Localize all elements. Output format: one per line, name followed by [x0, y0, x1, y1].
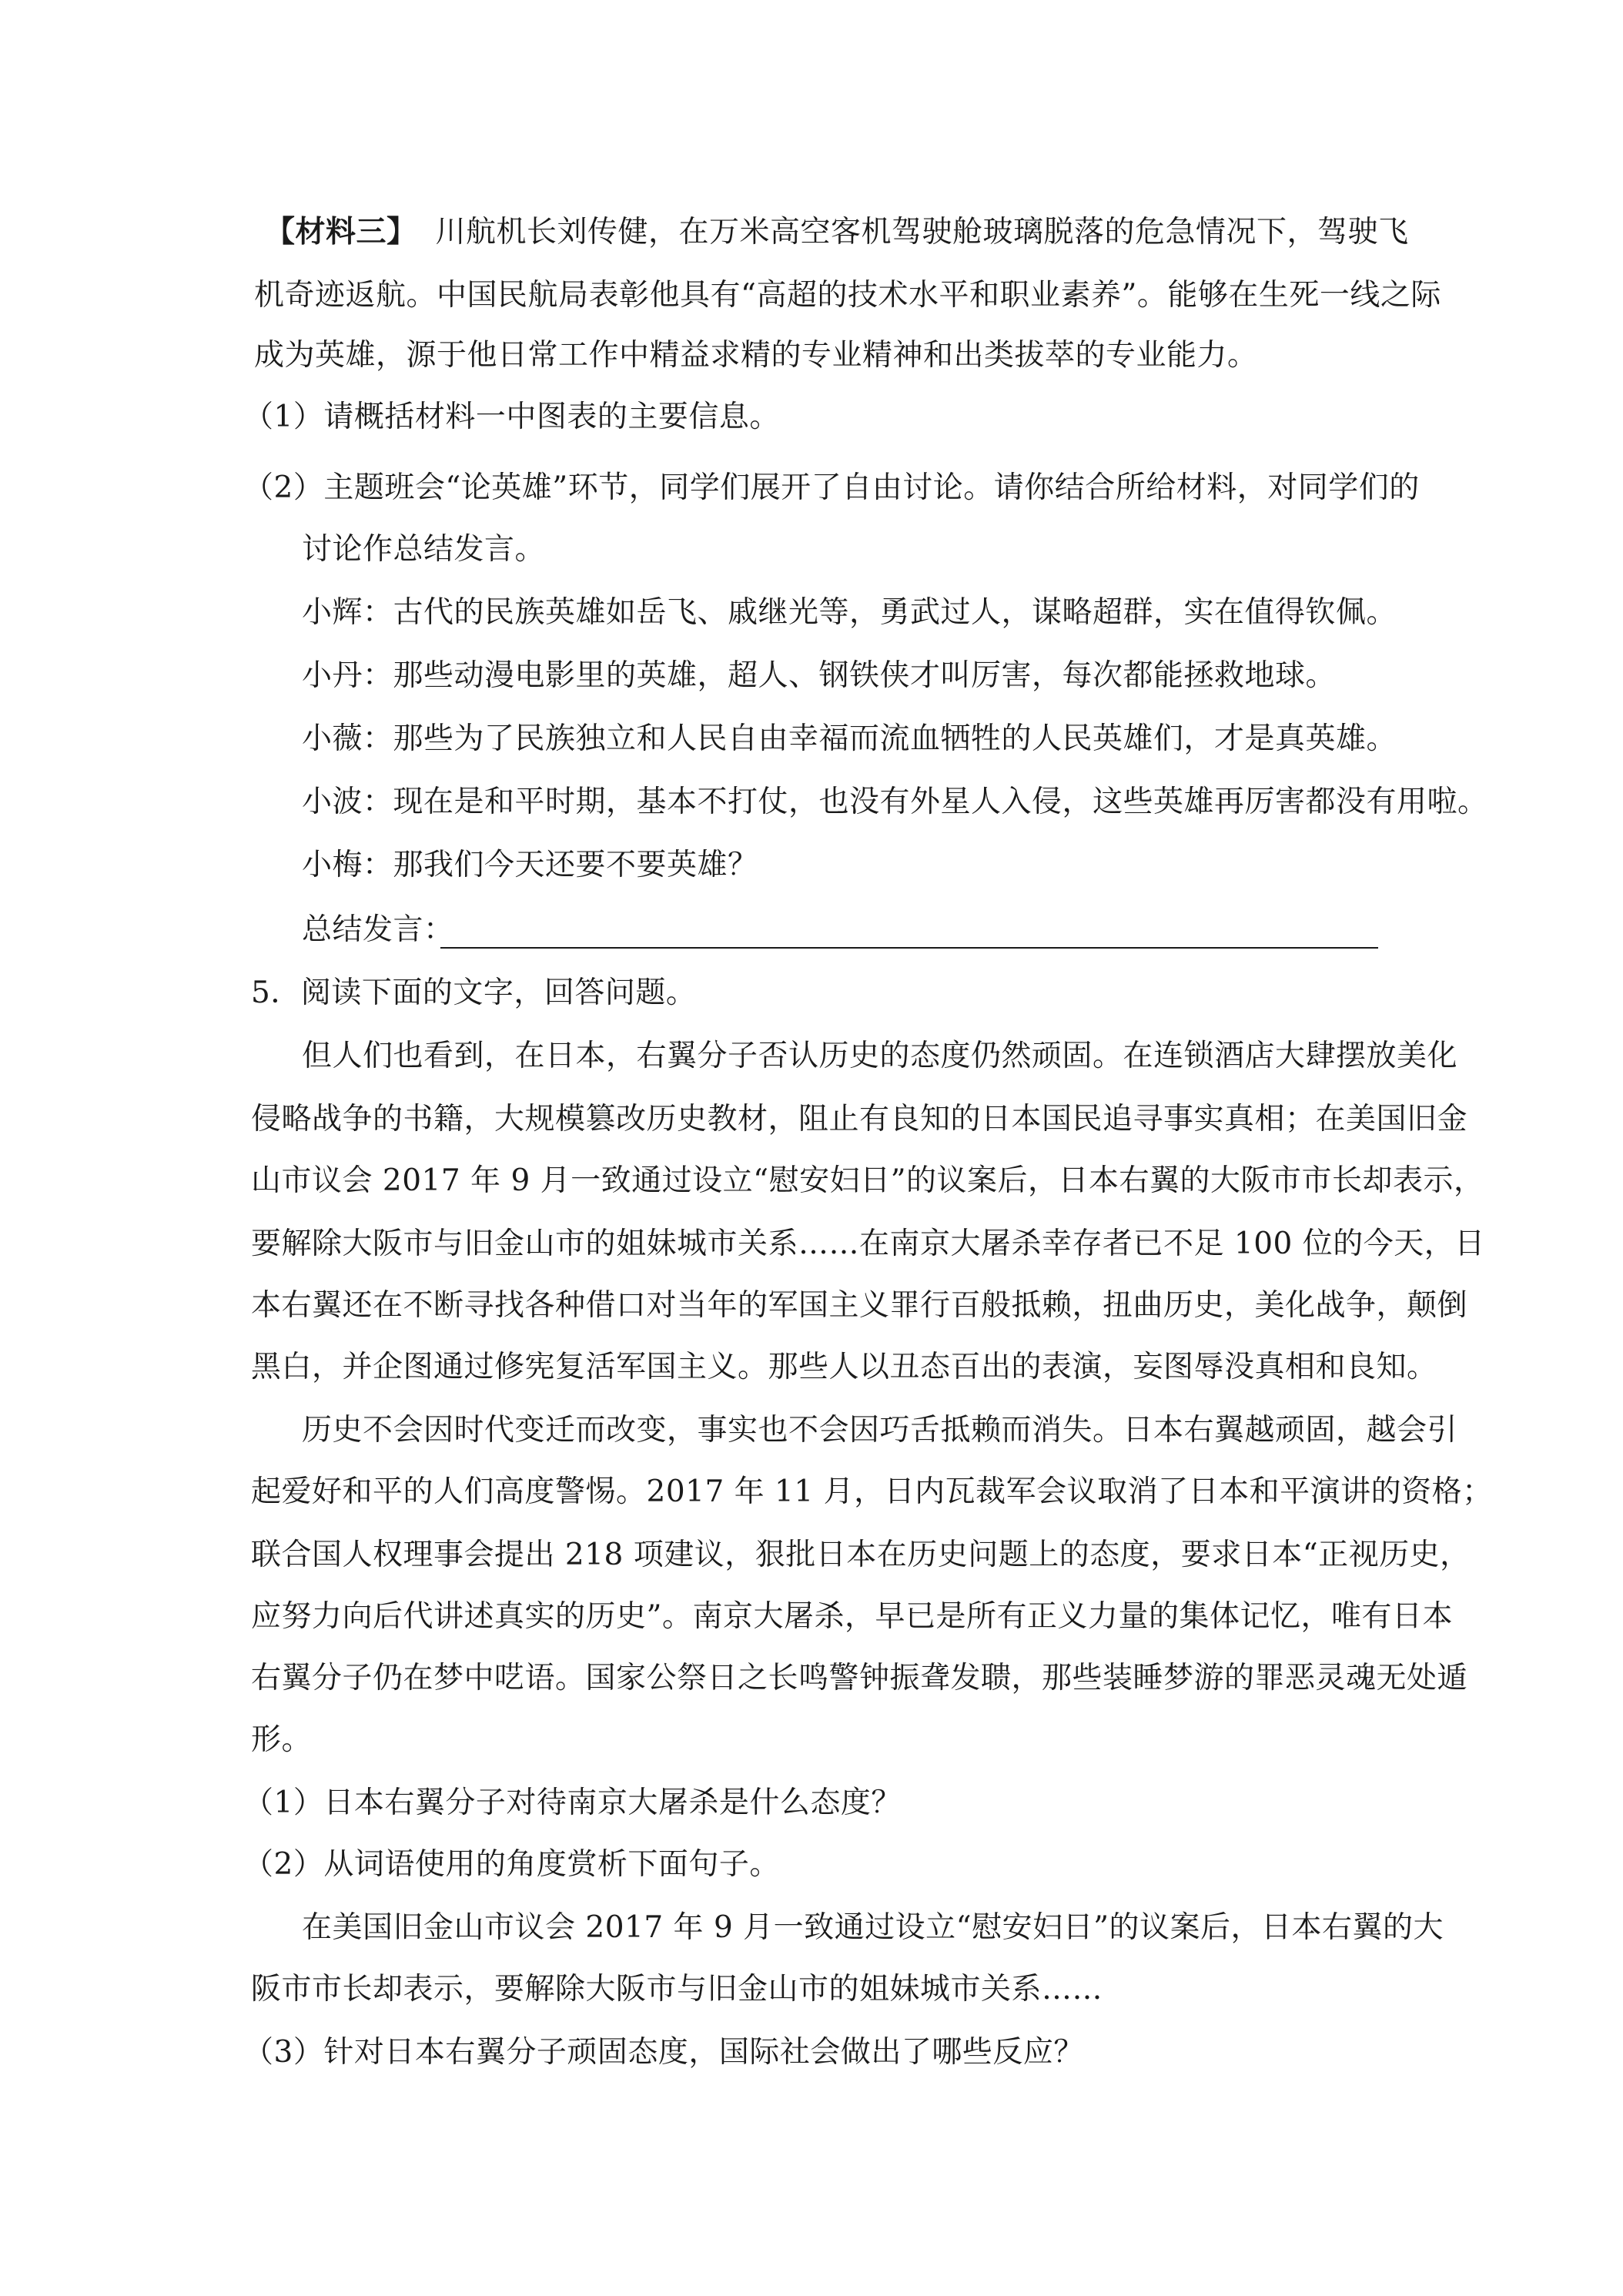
q5-para2-line4: 应努力向后代讲述真实的历史”。南京大屠杀，早已是所有正义力量的集体记忆，唯有日本: [251, 1599, 1453, 1634]
material3-label: 【材料三】: [265, 214, 417, 249]
q4-sub1: （1）请概括材料一中图表的主要信息。: [243, 400, 780, 434]
material3-line-3: 成为英雄，源于他日常工作中精益求精的专业精神和出类拔萃的专业能力。: [254, 338, 1258, 373]
dialogue-xiaomei: 小梅：那我们今天还要不要英雄？: [302, 848, 758, 882]
dialogue-xiaodan: 小丹：那些动漫电影里的英雄，超人、钢铁侠才叫厉害，每次都能拯救地球。: [302, 658, 1337, 693]
dialogue-xiaohui: 小辉：古代的民族英雄如岳飞、戚继光等，勇武过人，谋略超群，实在值得钦佩。: [302, 595, 1397, 630]
q5-para1-line1: 但人们也看到，在日本，右翼分子否认历史的态度仍然顽固。在连锁酒店大肆摆放美化: [302, 1039, 1458, 1073]
q5-para1-line3: 山市议会 2017 年 9 月一致通过设立“慰安妇日”的议案后，日本右翼的大阪市市长却表示，: [251, 1163, 1484, 1198]
q5-sub3: （3）针对日本右翼分子顽固态度，国际社会做出了哪些反应？: [243, 2035, 1084, 2070]
material3-line-1: 川航机长刘传健，在万米高空客机驾驶舱玻璃脱落的危急情况下，驾驶飞: [435, 215, 1409, 249]
q5-para2-line1: 历史不会因时代变迁而改变，事实也不会因巧舌抵赖而消失。日本右翼越顽固，越会引: [302, 1413, 1458, 1448]
summary-label: 总结发言：: [302, 912, 454, 947]
dialogue-xiaobo: 小波：现在是和平时期，基本不打仗，也没有外星人入侵，这些英雄再厉害都没有用啦。: [302, 785, 1488, 819]
q5-para1-line6: 黑白，并企图通过修宪复活军国主义。那些人以丑态百出的表演，妄图辱没真相和良知。: [251, 1350, 1437, 1384]
material3-paragraph: [265, 214, 1409, 249]
q5-para1-line2: 侵略战争的书籍，大规模篡改历史教材，阻止有良知的日本国民追寻事实真相；在美国旧金: [251, 1102, 1468, 1136]
q5-sub1: （1）日本右翼分子对待南京大屠杀是什么态度？: [243, 1786, 902, 1820]
q4-sub2-line1: （2）主题班会“论英雄”环节，同学们展开了自由讨论。请你结合所给材料，对同学们的: [243, 470, 1420, 505]
q5-quote-line1: 在美国旧金山市议会 2017 年 9 月一致通过设立“慰安妇日”的议案后，日本右翼的大: [302, 1910, 1444, 1945]
q5-title: 5．阅读下面的文字，回答问题。: [251, 976, 697, 1010]
q5-sub2: （2）从词语使用的角度赏析下面句子。: [243, 1847, 780, 1882]
dialogue-xiaowei: 小薇：那些为了民族独立和人民自由幸福而流血牺牲的人民英雄们，才是真英雄。: [302, 721, 1397, 756]
q5-para2-line5: 右翼分子仍在梦中呓语。国家公祭日之长鸣警钟振聋发聩，那些装睡梦游的罪恶灵魂无处遁: [251, 1661, 1468, 1695]
q5-para1-line5: 本右翼还在不断寻找各种借口对当年的军国主义罪行百般抵赖，扭曲历史，美化战争，颠倒: [251, 1288, 1468, 1323]
q5-quote-line2: 阪市市长却表示，要解除大阪市与旧金山市的姐妹城市关系……: [251, 1972, 1103, 2006]
q5-para2-line3: 联合国人权理事会提出 218 项建议，狠批日本在历史问题上的态度，要求日本“正视历史，: [251, 1538, 1471, 1572]
material3-line-2: 机奇迹返航。中国民航局表彰他具有“高超的技术水平和职业素养”。能够在生死一线之际: [254, 278, 1441, 313]
summary-answer-blank[interactable]: [440, 947, 1378, 949]
q4-sub2-line2: 讨论作总结发言。: [302, 532, 546, 567]
q5-para1-line4: 要解除大阪市与旧金山市的姐妹城市关系……在南京大屠杀幸存者已不足 100 位的今天，日: [251, 1227, 1485, 1261]
q5-para2-line6: 形。: [251, 1722, 313, 1757]
q5-para2-line2: 起爱好和平的人们高度警惕。2017 年 11 月，日内瓦裁军会议取消了日本和平演讲的资格；: [251, 1474, 1493, 1509]
